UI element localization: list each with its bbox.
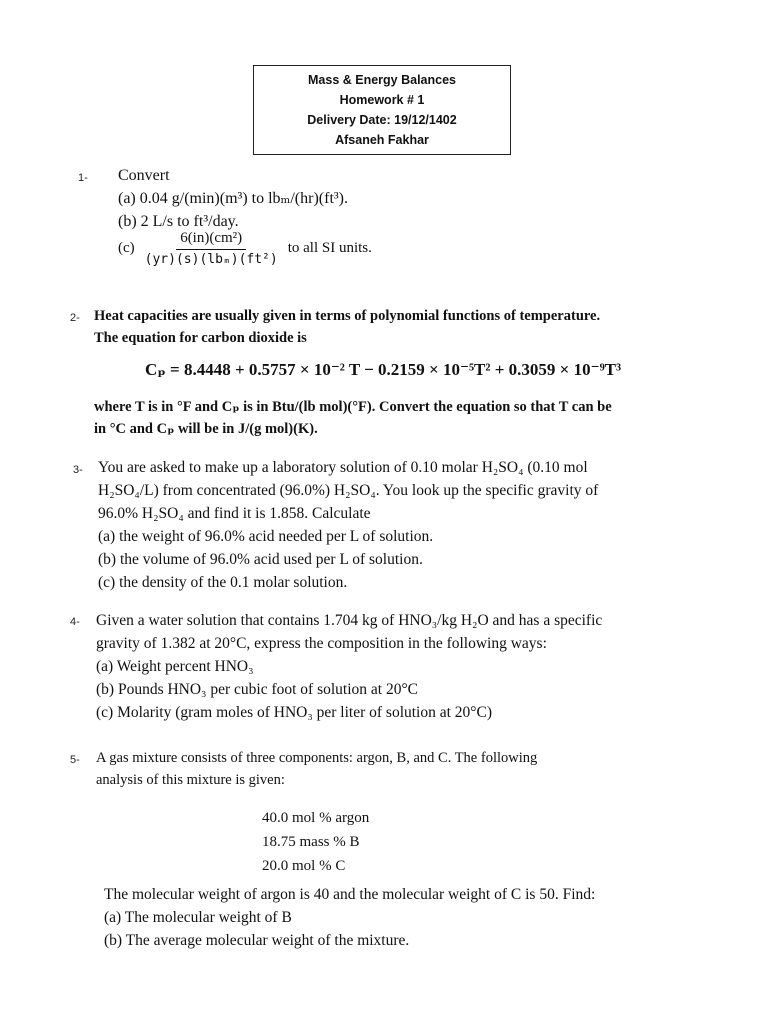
q3-line-3: 96.0% H₂SO₄ and find it is 1.858. Calculate [98, 505, 371, 522]
q1-c-tail: to all SI units. [287, 240, 372, 256]
header-box [253, 65, 511, 155]
q3-line-2: H₂SO₄/L) from concentrated (96.0%) H₂SO₄. You look up the specific gravity of [98, 482, 599, 499]
q4-part-c: (c) Molarity (gram moles of HNO₃ per liter of solution at 20°C) [96, 704, 492, 721]
course-title: Mass & Energy Balances [308, 73, 456, 87]
question-4 [96, 609, 602, 724]
q3-line-1: You are asked to make up a laboratory solution of 0.10 molar H₂SO₄ (0.10 mol [98, 459, 588, 476]
q1-number: 1- [78, 172, 88, 184]
q3-part-a: (a) the weight of 96.0% acid needed per L of solution. [98, 528, 434, 545]
q1-part-a: (a) 0.04 g/(min)(m³) to lbₘ/(hr)(ft³). [118, 190, 349, 207]
q5-part-b: (b) The average molecular weight of the mixture. [104, 932, 410, 949]
q5-part-a: (a) The molecular weight of B [104, 909, 292, 926]
q4-number: 4- [70, 616, 80, 628]
q1-c-fraction [141, 230, 282, 267]
q4-line-2: gravity of 1.382 at 20°C, express the composition in the following ways: [96, 635, 547, 652]
q3-number: 3- [73, 464, 83, 476]
q2-line-1: Heat capacities are usually given in terms of polynomial functions of temperature. [94, 308, 601, 324]
q1-title: Convert [118, 167, 170, 184]
question-5-body [104, 883, 595, 952]
q2-line-2: The equation for carbon dioxide is [94, 330, 307, 346]
q5-line-3: The molecular weight of argon is 40 and the molecular weight of C is 50. Find: [104, 886, 596, 903]
q5-analysis-argon: 40.0 mol % argon [262, 810, 370, 826]
q1-part-b: (b) 2 L/s to ft³/day. [118, 213, 239, 230]
question-3 [98, 456, 598, 594]
q1-c-label: (c) [118, 240, 135, 256]
q2-line-4: in °C and Cₚ will be in J/(g mol)(K). [94, 421, 318, 437]
q4-line-1: Given a water solution that contains 1.704 kg of HNO₃/kg H₂O and has a specific [96, 612, 603, 629]
homework-number: Homework # 1 [339, 93, 425, 107]
q5-analysis-b: 18.75 mass % B [262, 834, 360, 850]
question-2-body [94, 396, 612, 440]
cp-equation: Cₚ = 8.4448 + 0.5757 × 10⁻² T − 0.2159 × 10⁻⁵T² + 0.3059 × 10⁻⁹T³ [145, 360, 622, 379]
q5-analysis-list [262, 806, 369, 878]
q5-line-2: analysis of this mixture is given: [96, 772, 285, 788]
q2-line-3: where T is in °F and Cₚ is in Btu/(lb mol)(°F). Convert the equation so that T can be [94, 399, 612, 415]
q1-part-c [118, 230, 372, 267]
q5-analysis-c: 20.0 mol % C [262, 858, 346, 874]
q3-part-b: (b) the volume of 96.0% acid used per L of solution. [98, 551, 423, 568]
q5-number: 5- [70, 754, 80, 766]
q3-part-c: (c) the density of the 0.1 molar solution. [98, 574, 348, 591]
q5-line-1: A gas mixture consists of three components: argon, B, and C. The following [96, 750, 538, 766]
question-5-intro [96, 747, 537, 791]
author-name: Afsaneh Fakhar [335, 133, 429, 147]
delivery-date: Delivery Date: 19/12/1402 [307, 113, 457, 127]
question-1 [118, 164, 348, 233]
q4-part-a: (a) Weight percent HNO₃ [96, 658, 254, 675]
question-2-intro [94, 305, 600, 349]
q4-part-b: (b) Pounds HNO₃ per cubic foot of solution at 20°C [96, 681, 418, 698]
q1-c-numerator: 6(in)(cm²) [176, 230, 246, 250]
q2-number: 2- [70, 312, 80, 324]
q1-c-denominator: (yr)(s)(lbₘ)(ft²) [144, 252, 278, 267]
